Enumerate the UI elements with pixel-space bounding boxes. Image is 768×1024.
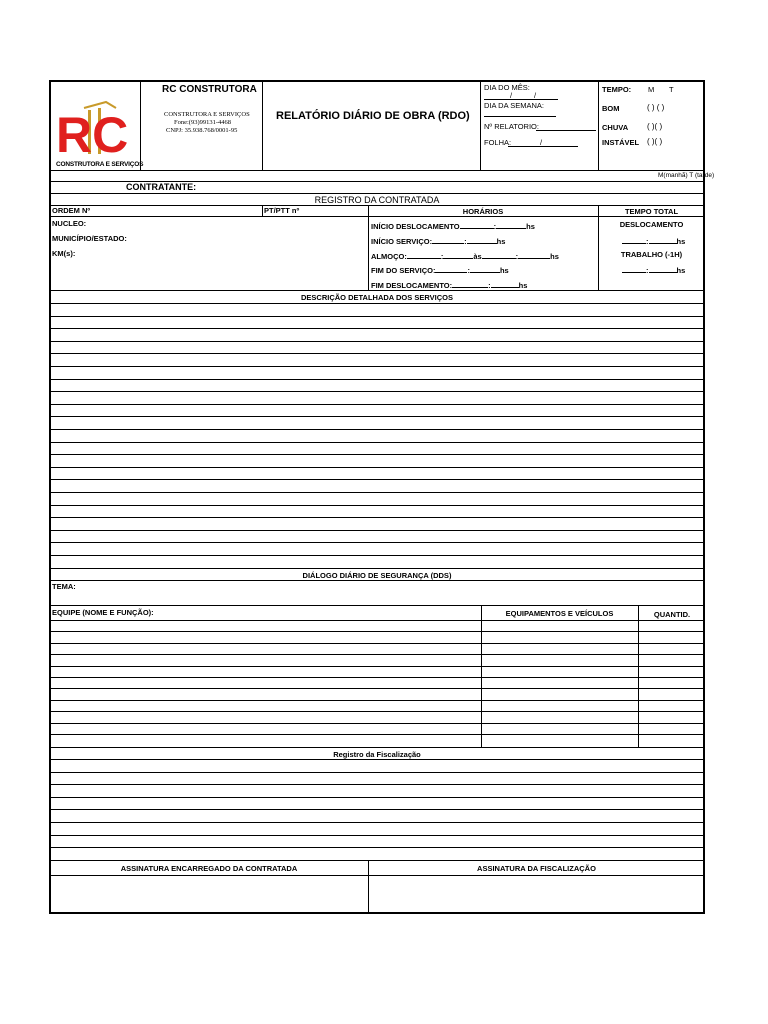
- descricao-ruled-line: [50, 467, 704, 468]
- municipio-label: MUNICÍPIO/ESTADO:: [52, 234, 127, 243]
- descricao-ruled-line: [50, 416, 704, 417]
- assinatura-contratada-box[interactable]: [51, 876, 367, 912]
- fiscalizacao-ruled-line: [50, 822, 704, 823]
- horarios-total-divider: [598, 205, 599, 290]
- dia-mes-sep1: /: [510, 91, 513, 100]
- dds-heading-rule: [50, 580, 704, 581]
- inicio-servico-label: INÍCIO SERVIÇO:: [371, 237, 433, 246]
- pt-label: PT/PTT nº: [264, 206, 300, 215]
- logo-letters: RC: [56, 107, 129, 163]
- registro-contratada-heading: REGISTRO DA CONTRATADA: [314, 195, 440, 205]
- equipamentos-heading: EQUIPAMENTOS E VEÍCULOS: [505, 609, 614, 618]
- equipe-ruled-line: [50, 711, 704, 712]
- dia-semana-label: DIA DA SEMANA:: [484, 101, 545, 110]
- equipe-ruled-line: [50, 631, 704, 632]
- contratante-label: CONTRATANTE:: [126, 182, 197, 192]
- fim-deslocamento-field[interactable]: FIM DESLOCAMENTO: : hs: [371, 281, 528, 290]
- trabalho-total-field[interactable]: : hs: [622, 264, 685, 275]
- company-phone: Fone:(93)99131-4468: [174, 119, 232, 126]
- company-cnpj: CNPJ: 35.938.768/0001-95: [166, 127, 238, 134]
- weather-instavel-checkboxes[interactable]: ( )( ): [647, 137, 663, 146]
- tempo-t: T: [669, 85, 674, 94]
- equipe-label: EQUIPE (NOME E FUNÇÃO):: [52, 608, 154, 617]
- fiscalizacao-ruled-line: [50, 784, 704, 785]
- descricao-ruled-line: [50, 517, 704, 518]
- equipe-ruled-line: [50, 734, 704, 735]
- dds-top-rule: [50, 568, 704, 569]
- almoco-field[interactable]: ALMOÇO: : às : hs: [371, 252, 559, 261]
- dia-mes-sep2: /: [534, 91, 537, 100]
- descricao-ruled-line: [50, 328, 704, 329]
- equipe-ruled-line: [50, 666, 704, 667]
- descricao-ruled-line: [50, 530, 704, 531]
- inicio-deslocamento-label: INÍCIO DESLOCAMENTO: [371, 222, 460, 231]
- company-name: RC CONSTRUTORA: [162, 84, 257, 95]
- folha-field[interactable]: [508, 146, 578, 147]
- inicio-deslocamento-field[interactable]: INÍCIO DESLOCAMENTO : hs: [371, 222, 535, 231]
- inicio-servico-field[interactable]: INÍCIO SERVIÇO: : hs: [371, 237, 506, 246]
- descricao-ruled-line: [50, 555, 704, 556]
- descricao-ruled-line: [50, 379, 704, 380]
- weather-instavel-label: INSTÁVEL: [602, 138, 640, 147]
- fiscalizacao-ruled-line: [50, 847, 704, 848]
- dia-semana-field[interactable]: [484, 116, 556, 117]
- equipe-ruled-line: [50, 700, 704, 701]
- weather-legend: M(manhã) T (tarde): [658, 172, 715, 179]
- relatorio-label: Nº RELATORIO:: [484, 122, 539, 131]
- equipe-equip-divider: [481, 605, 482, 747]
- assinatura-top-rule: [50, 860, 704, 861]
- descricao-ruled-line: [50, 391, 704, 392]
- header-divider-company: [262, 81, 263, 170]
- almoco-label: ALMOÇO:: [371, 252, 407, 261]
- descricao-ruled-line: [50, 542, 704, 543]
- fiscalizacao-ruled-line: [50, 772, 704, 773]
- trabalho-label: TRABALHO (-1H): [620, 250, 683, 259]
- header-divider-date: [598, 81, 599, 170]
- page-title: RELATÓRIO DIÁRIO DE OBRA (RDO): [276, 110, 470, 122]
- rc-logo-icon: [54, 100, 136, 170]
- weather-bom-checkboxes[interactable]: ( ) ( ): [647, 103, 665, 112]
- dia-mes-label: DIA DO MÊS:: [484, 83, 530, 92]
- km-label: KM(s):: [52, 249, 76, 258]
- descricao-ruled-line: [50, 366, 704, 367]
- tema-bottom-rule: [50, 605, 704, 606]
- contratante-rule: [50, 193, 704, 194]
- tempo-m: M: [648, 85, 655, 94]
- logo-tagline: CONSTRUTORA E SERVIÇOS: [56, 161, 144, 168]
- header-bottom-rule: [50, 170, 704, 171]
- assinatura-fiscalizacao-box[interactable]: [370, 876, 703, 912]
- assinatura-contratada-label: ASSINATURA ENCARREGADO DA CONTRATADA: [120, 864, 298, 873]
- folha-label: FOLHA:: [484, 138, 512, 147]
- descricao-ruled-line: [50, 303, 704, 304]
- descricao-ruled-line: [50, 442, 704, 443]
- equipe-ruled-line: [50, 677, 704, 678]
- ordem-label: ORDEM Nº: [52, 206, 91, 215]
- deslocamento-total-field[interactable]: : hs: [622, 235, 685, 246]
- fiscalizacao-ruled-line: [50, 759, 704, 760]
- horarios-heading: HORÁRIOS: [462, 207, 504, 216]
- descricao-ruled-line: [50, 429, 704, 430]
- weather-chuva-checkboxes[interactable]: ( )( ): [647, 122, 663, 131]
- descricao-ruled-line: [50, 353, 704, 354]
- assinatura-fiscalizacao-label: ASSINATURA DA FISCALIZAÇÃO: [477, 864, 596, 873]
- descricao-ruled-line: [50, 479, 704, 480]
- fim-servico-field[interactable]: FIM DO SERVIÇO: : hs: [371, 266, 509, 275]
- descricao-ruled-line: [50, 316, 704, 317]
- descricao-ruled-line: [50, 505, 704, 506]
- dds-heading: DIÁLOGO DIÁRIO DE SEGURANÇA (DDS): [302, 571, 452, 580]
- weather-bom-label: BOM: [602, 104, 620, 113]
- registro-section-bottom-rule: [50, 290, 704, 291]
- folha-sep: /: [540, 138, 543, 147]
- descricao-heading: DESCRIÇÃO DETALHADA DOS SERVIÇOS: [301, 293, 453, 302]
- fim-servico-label: FIM DO SERVIÇO:: [371, 266, 436, 275]
- equipe-ruled-line: [50, 723, 704, 724]
- relatorio-field[interactable]: [536, 130, 596, 131]
- fiscalizacao-ruled-line: [50, 835, 704, 836]
- equipe-ruled-line: [50, 620, 704, 621]
- company-logo: [54, 100, 136, 170]
- equipe-ruled-line: [50, 688, 704, 689]
- fiscalizacao-heading: Registro da Fiscalização: [333, 750, 421, 759]
- dia-mes-field[interactable]: [484, 92, 558, 100]
- descricao-ruled-line: [50, 492, 704, 493]
- tema-label: TEMA:: [52, 582, 76, 591]
- nucleo-label: NUCLEO:: [52, 219, 87, 228]
- fiscalizacao-ruled-line: [50, 797, 704, 798]
- column-header-rule: [50, 216, 704, 217]
- weather-chuva-label: CHUVA: [602, 123, 629, 132]
- header-divider-title: [480, 81, 481, 170]
- tempo-total-heading: TEMPO TOTAL: [624, 207, 679, 216]
- deslocamento-label: DESLOCAMENTO: [619, 220, 684, 229]
- fim-deslocamento-label: FIM DESLOCAMENTO:: [371, 281, 453, 290]
- equip-quantid-divider: [638, 605, 639, 747]
- descricao-ruled-line: [50, 404, 704, 405]
- company-line1: CONSTRUTORA E SERVIÇOS: [164, 111, 250, 118]
- registro-contratada-rule: [50, 205, 704, 206]
- ordem-pt-divider: [262, 205, 263, 216]
- fiscalizacao-ruled-line: [50, 809, 704, 810]
- descricao-ruled-line: [50, 454, 704, 455]
- equipe-ruled-line: [50, 643, 704, 644]
- left-horarios-divider: [368, 205, 369, 290]
- fiscalizacao-top-rule: [50, 747, 704, 748]
- header-divider-logo: [140, 81, 141, 170]
- quantid-heading: QUANTID.: [653, 610, 691, 619]
- equipe-ruled-line: [50, 654, 704, 655]
- tempo-label: TEMPO:: [602, 85, 632, 94]
- descricao-ruled-line: [50, 341, 704, 342]
